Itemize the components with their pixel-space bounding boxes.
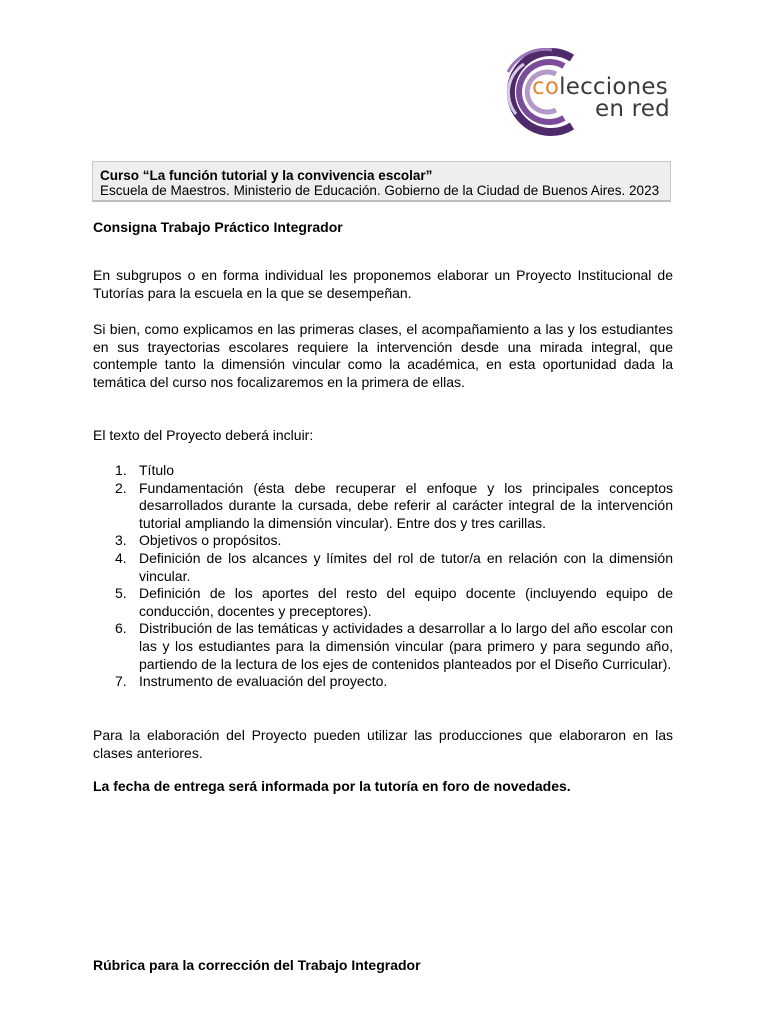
paragraph-list-intro: El texto del Proyecto deberá incluir: [93,427,314,443]
paragraph-context: Si bien, como explicamos en las primeras clases, el acompañamiento a las y los estudiantes en sus trayectorias escolares requiere la intervención desde una mirada integral, que contemple tanto la dimensión vincular como la académica, en esta oportunidad dada la temática del curso nos focalizaremos en la primera de ellas. [93,321,673,390]
list-item-number: 1. [115,462,127,478]
list-item [93,673,673,691]
list-item-text: Definición de los alcances y límites del rol de tutor/a en relación con la dimensión vincular. [139,549,673,584]
paragraph-resources: Para la elaboración del Proyecto pueden utilizar las producciones que elaboraron en las clases anteriores. [93,727,673,761]
list-item [93,480,673,533]
list-item-text: Instrumento de evaluación del proyecto. [139,673,388,690]
list-item [93,550,673,585]
list-item-number: 7. [115,673,127,690]
list-item-number: 6. [115,620,127,637]
logo-wordmark [532,76,670,120]
rubrica-heading: Rúbrica para la corrección del Trabajo Integrador [93,957,421,973]
list-item [93,462,673,480]
logo-lecciones: lecciones [559,74,668,100]
list-item-number: 4. [115,549,127,566]
list-item [93,620,673,673]
list-item [93,585,673,620]
logo-co: co [532,74,560,100]
paragraph-intro: En subgrupos o en forma individual les proponemos elaborar un Proyecto Institucional de Tutorías para la escuela en la que se desempeñan. [93,267,673,301]
list-item-number: 2. [115,479,127,496]
consigna-heading: Consigna Trabajo Práctico Integrador [93,219,343,235]
logo-en-red: en red [595,96,670,122]
list-item-text: Fundamentación (ésta debe recuperar el enfoque y los principales conceptos desarrollados durante la cursada, debe referir al carácter integral de la intervención tutorial ampliando la dimensión vincular). Entre dos y tres carillas. [139,479,673,531]
delivery-date-notice: La fecha de entrega será informada por la tutoría en foro de novedades. [93,778,571,794]
course-title: Curso “La función tutorial y la convivencia escolar” [100,168,433,183]
list-item-number: 5. [115,585,127,602]
requirements-list [93,462,673,691]
list-item-number: 3. [115,532,127,549]
list-item-text: Objetivos o propósitos. [139,532,282,549]
list-item-text: Distribución de las temáticas y actividades a desarrollar a lo largo del año escolar con las y los estudiantes para la dimensión vincular (para primero y para segundo año, partiendo de la lectura de los ejes de contenidos planteados por el Diseño Curricular). [139,620,673,672]
course-header-box [92,161,671,202]
list-item-text: Título [139,462,175,478]
list-item-text: Definición de los aportes del resto del equipo docente (incluyendo equipo de conducción, docentes y preceptores). [139,585,673,619]
course-subtitle: Escuela de Maestros. Ministerio de Educación. Gobierno de la Ciudad de Buenos Aires. 2023 [100,183,660,198]
list-item [93,532,673,550]
